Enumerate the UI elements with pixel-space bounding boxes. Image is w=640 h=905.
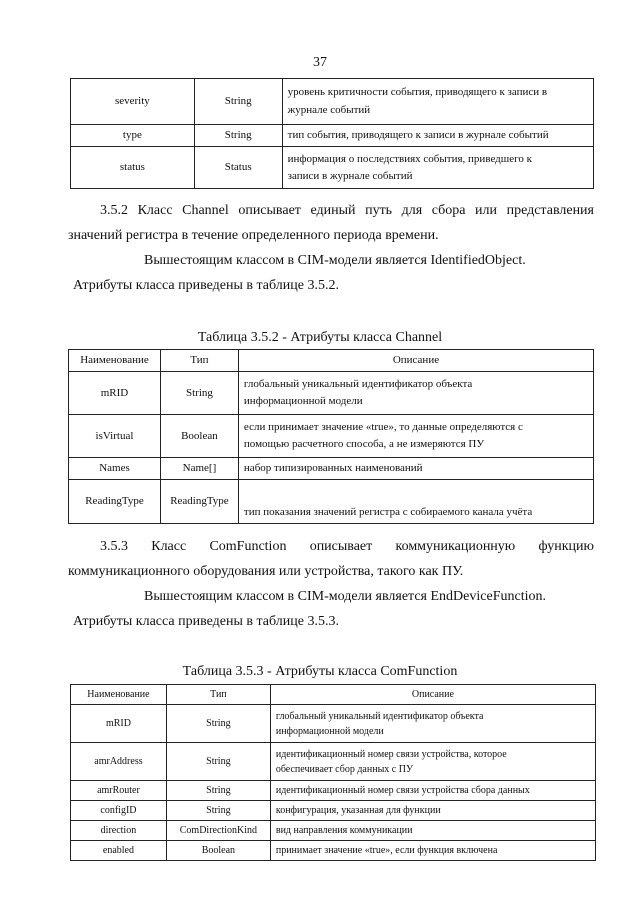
para-352-line1: 3.5.2 Класс Channel описывает единый путь для сбора или представления [100,203,594,218]
cell-desc: набор типизированных наименований [238,458,593,480]
cell-type: Boolean [166,841,270,861]
cell-desc: вид направления коммуникации [270,821,595,841]
cell-desc: принимает значение «true», если функция включена [270,841,595,861]
cell-type: String [166,801,270,821]
cell-name: ReadingType [69,480,161,524]
cell-name: Names [69,458,161,480]
table-row [69,372,594,415]
table-row [69,480,594,524]
table-row [71,79,594,125]
para-353-word: описывает [309,539,373,554]
cell-desc: если принимает значение «true», то данные определяются с помощью расчетного способа, а не измеряются ПУ [238,415,593,458]
header-desc: Описание [270,685,595,705]
table-row [71,147,594,189]
cell-name: severity [71,79,195,125]
para-353-line1 [100,540,594,554]
page-number: 37 [313,55,327,70]
table-row [69,415,594,458]
para-353-line4: Атрибуты класса приведены в таблице 3.5.3. [73,614,339,629]
para-353-word: коммуникационную [395,539,516,554]
cell-type: String [194,125,282,147]
table-353-caption: Таблица 3.5.3 - Атрибуты класса ComFunction [182,664,458,679]
cell-type: Status [194,147,282,189]
table-row [71,781,596,801]
cell-name: amrRouter [71,781,167,801]
header-name: Наименование [71,685,167,705]
table-row [71,841,596,861]
cell-desc: конфигурация, указанная для функции [270,801,595,821]
cell-name: configID [71,801,167,821]
cell-desc: тип события, приводящего к записи в журнале событий [282,125,593,147]
para-353-line2: коммуникационного оборудования или устройства, такого как ПУ. [68,564,464,579]
para-352-line2: значений регистра в течение определенного периода времени. [68,228,439,243]
cell-type: Boolean [160,415,238,458]
para-353-word: ComFunction [209,539,287,554]
cell-desc: идентификационный номер связи устройства, которое обеспечивает сбор данных с ПУ [270,743,595,781]
table-row [71,125,594,147]
cell-type: ComDirectionKind [166,821,270,841]
table-header-row [69,350,594,372]
cell-desc: глобальный уникальный идентификатор объекта информационной модели [238,372,593,415]
table-row [71,801,596,821]
cell-name: mRID [69,372,161,415]
table-row [71,705,596,743]
table-352 [68,349,594,524]
table-row [71,821,596,841]
cell-type: String [166,705,270,743]
para-353-word: Класс [151,539,187,554]
cell-type: String [194,79,282,125]
table-352-caption: Таблица 3.5.2 - Атрибуты класса Channel [197,330,443,345]
table-header-row [71,685,596,705]
para-353-line3: Вышестоящим классом в CIM-модели является EndDeviceFunction. [144,589,546,604]
para-353-word: функцию [538,539,594,554]
table-row [69,458,594,480]
table-row [71,743,596,781]
header-name: Наименование [69,350,161,372]
cell-desc: информация о последствиях события, приведшего к записи в журнале событий [282,147,593,189]
cell-desc: идентификационный номер связи устройства сбора данных [270,781,595,801]
para-352-line3: Вышестоящим классом в CIM-модели является IdentifiedObject. [144,253,526,268]
cell-name: type [71,125,195,147]
cell-name: enabled [71,841,167,861]
table-353 [70,684,596,861]
cell-name: amrAddress [71,743,167,781]
cell-desc: уровень критичности события, приводящего к записи в журнале событий [282,79,593,125]
cell-type: Name[] [160,458,238,480]
para-352-line4: Атрибуты класса приведены в таблице 3.5.2. [73,278,339,293]
cell-type: String [160,372,238,415]
header-type: Тип [160,350,238,372]
header-desc: Описание [238,350,593,372]
cell-name: direction [71,821,167,841]
cell-desc: тип показания значений регистра с собираемого канала учёта [238,480,593,524]
para-353-word: 3.5.3 [100,539,128,554]
cell-desc: глобальный уникальный идентификатор объекта информационной модели [270,705,595,743]
cell-name: status [71,147,195,189]
cell-type: String [166,781,270,801]
cell-type: String [166,743,270,781]
header-type: Тип [166,685,270,705]
cell-type: ReadingType [160,480,238,524]
table-top [70,78,594,189]
cell-name: isVirtual [69,415,161,458]
cell-name: mRID [71,705,167,743]
